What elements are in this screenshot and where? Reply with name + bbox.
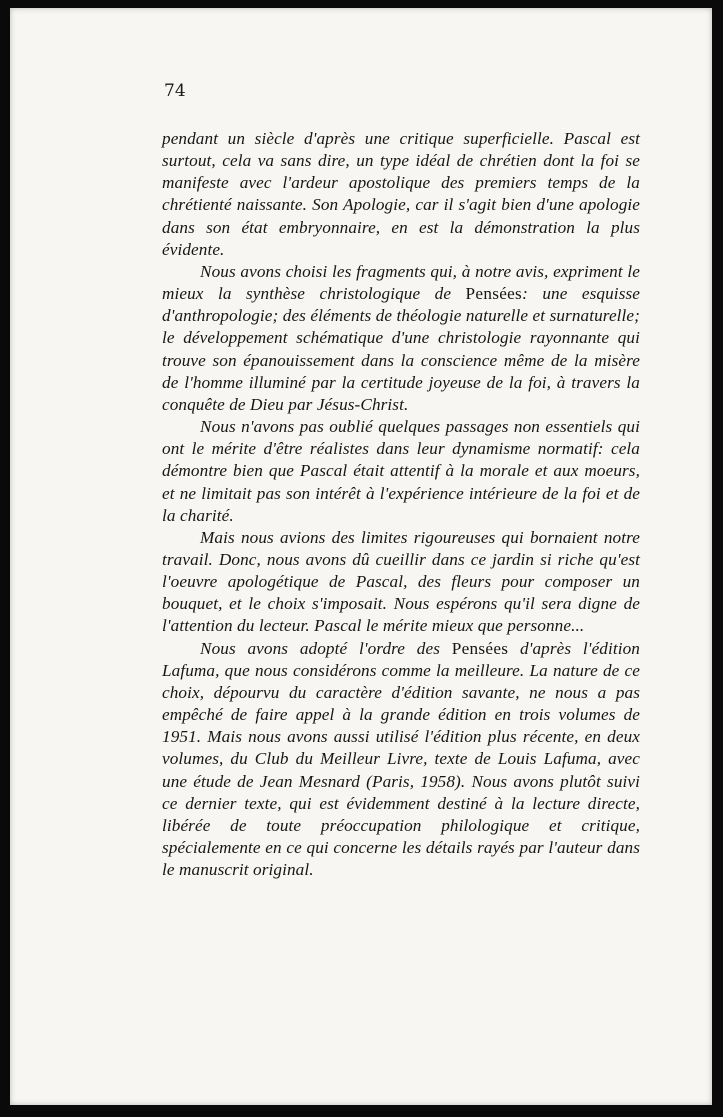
- page-number: 74: [164, 81, 186, 101]
- book-title-pensees: Pensées: [465, 284, 523, 304]
- paragraph-1: [162, 128, 640, 261]
- text-run: d'après l'édition Lafuma, que nous considérons comme la meilleure. La nature de ce choix, dépourvu du caractère d'édition savante, ne nous a pas empêché de faire appel à la grande édition en trois volumes de 1951. Mais nous avons aussi utilisé l'édition plus récente, en deux volumes, du Club du Meilleur Livre, texte de Louis Lafuma, avec une étude de Jean Mesnard (Paris, 1958). Nous avons plutôt suivi ce dernier texte, qui est évidemment destiné à la lecture directe, libérée de toute préoccupation philologique et critique, spécialemente en ce qui concerne les détails rayés par l'auteur dans le manuscrit original.: [162, 638, 641, 880]
- paragraph-3: [162, 416, 640, 527]
- paragraph-5: [162, 638, 640, 882]
- paragraph-4: [162, 527, 640, 638]
- body-text: [162, 128, 640, 881]
- text-run: Nous n'avons pas oublié quelques passages non essentiels qui ont le mérite d'être réalistes dans leur dynamisme normatif: cela démontre bien que Pascal était attentif à la morale et aux moeurs, et ne limitait pas son intérêt à l'expérience intérieure de la foi et de la charité.: [162, 417, 640, 525]
- book-title-pensees: Pensées: [451, 638, 509, 658]
- text-run: : une esquisse d'anthropologie; des éléments de théologie naturelle et surnaturelle; le développement schématique d'une christologie rayonnante qui trouve son épanouissement dans la conscience même de la misère de l'homme illuminé par la certitude joyeuse de la foi, à travers la conquête de Dieu par Jésus-Christ.: [162, 284, 640, 414]
- text-run: Nous avons choisi les fragments qui, à notre avis, expriment le mieux la synthèse christologique de: [162, 261, 640, 304]
- text-run: Mais nous avions des limites rigoureuses qui bornaient notre travail. Donc, nous avons dû cueillir dans ce jardin si riche qu'est l'oeuvre apologétique de Pascal, des fleurs pour composer un bouquet, et le choix s'imposait. Nous espérons qu'il sera digne de l'attention du lecteur. Pascal le mérite mieux que personne...: [162, 527, 640, 636]
- book-page: [10, 8, 712, 1105]
- text-run: pendant un siècle d'après une critique superficielle. Pascal est surtout, cela va sans dire, un type idéal de chrétien dont la foi se manifeste avec l'ardeur apostolique des premiers temps de la chrétienté naissante. Son Apologie, car il s'agit bien d'une apologie dans son état embryonnaire, en est la démonstration la plus évidente.: [162, 129, 640, 259]
- text-run: Nous avons adopté l'ordre des: [200, 638, 452, 658]
- paragraph-2: [162, 261, 640, 416]
